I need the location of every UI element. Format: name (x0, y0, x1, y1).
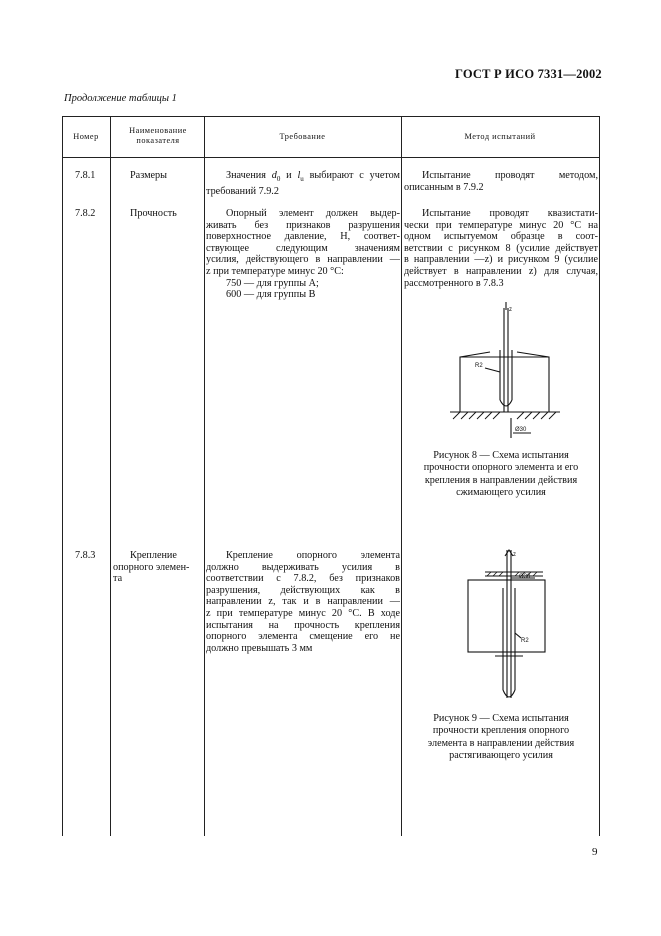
column-divider (110, 116, 111, 836)
row-name: Прочность (130, 208, 177, 219)
row-method: Испытание проводят методом, описанным в 7.9.2 (404, 170, 598, 193)
figure-9-test-scheme (455, 548, 555, 708)
table-right-border (599, 116, 600, 836)
figure-8-test-scheme (445, 300, 575, 442)
row-name: Крепление опорного элемен- та (113, 550, 190, 585)
document-code: ГОСТ Р ИСО 7331—2002 (455, 67, 602, 81)
row-method: Испытание проводят квазистати- чески при температуре минус 20 °С на одном испытуемом образце в соот- ветствии с рисунком 8 (усилие действует в направлении —z) и рисунком 9 (усилие действует в направлении z) для случая, рассмотренного в 7.8.3 (404, 208, 598, 289)
column-divider (401, 116, 402, 836)
column-header-method: Метод испытаний (464, 132, 536, 141)
table-continuation-label: Продолжение таблицы 1 (64, 93, 177, 104)
axis-label-z: z (513, 552, 516, 558)
row-number: 7.8.1 (75, 170, 96, 181)
row-requirement: Крепление опорного элемента должно выдерживать усилия в соответствии с 7.8.2, без признаков разрушения, действующих как в направлении z, так и в направлении — z при температуре минус 20 °С. В ходе испытания на прочность крепления опорного элемента смещение его не должно превышать 3 мм (206, 550, 400, 654)
figure-8-caption: Рисунок 8 — Схема испытания прочности опорного элемента и его крепления в направлении действия сжимающего усилия (423, 450, 579, 499)
radius-label: R2 (521, 638, 529, 644)
column-divider (204, 116, 205, 836)
table-header-border (62, 157, 600, 158)
diameter-label: Ø30 (515, 427, 527, 433)
row-number: 7.8.2 (75, 208, 96, 219)
row-requirement: Опорный элемент должен выдер- живать без признаков разрушения поверхностное давление, Н, соответ- ствующее следующим значениям усилия, действующего в направлении — z при температуре минус 20 °С: 750 — для группы А; 600 — для группы В (206, 208, 400, 301)
row-name: Размеры (130, 170, 167, 181)
page-number: 9 (592, 846, 598, 858)
table-top-border (62, 116, 600, 117)
radius-label: R2 (475, 363, 483, 369)
column-header-requirement: Требование (279, 132, 326, 141)
axis-label-z: z (509, 307, 512, 313)
diameter-label: Ø30 (519, 574, 531, 580)
figure-9-caption: Рисунок 9 — Схема испытания прочности крепления опорного элемента в направлении действия растягивающего усилия (427, 713, 575, 762)
row-number: 7.8.3 (75, 550, 96, 561)
table-left-border (62, 116, 63, 836)
column-header-number: Номер (73, 132, 99, 141)
column-header-name: Наименование показателя (129, 126, 187, 145)
row-requirement: Значения $d_0$ и $l_u$ выбирают с учетом требований 7.9.2 (206, 170, 401, 197)
